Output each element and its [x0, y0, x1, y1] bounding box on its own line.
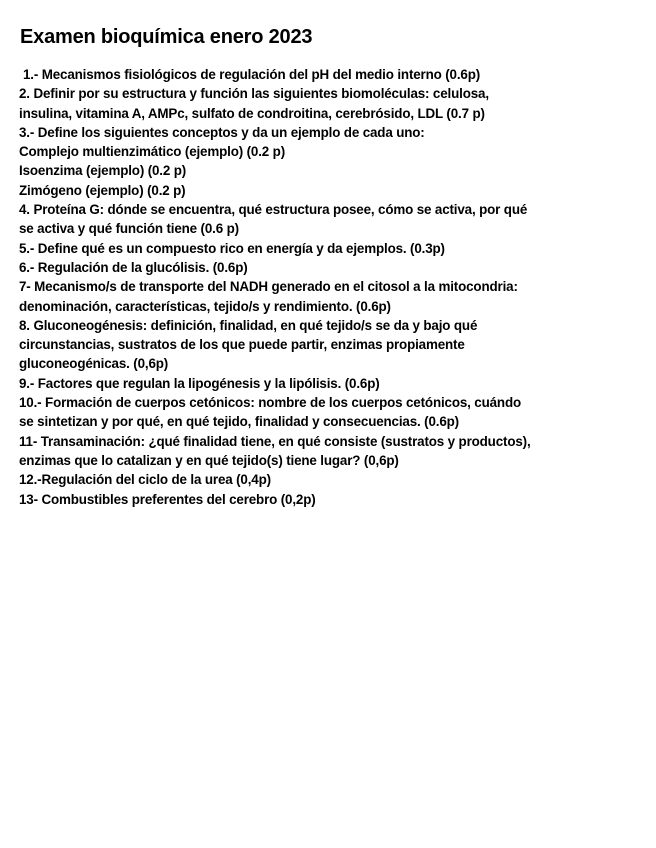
question-line: 9.- Factores que regulan la lipogénesis y la lipólisis. (0.6p) — [19, 375, 380, 391]
question-line: 8. Gluconeogénesis: definición, finalidad, en qué tejido/s se da y bajo qué — [19, 317, 478, 333]
question-line: denominación, características, tejido/s y rendimiento. (0.6p) — [19, 298, 391, 314]
question-line: 1.- Mecanismos fisiológicos de regulación del pH del medio interno (0.6p) — [23, 67, 481, 82]
question-line: se sintetizan y por qué, en qué tejido, finalidad y consecuencias. (0.6p) — [19, 414, 459, 430]
question-line: Isoenzima (ejemplo) (0.2 p) — [19, 163, 187, 179]
question-line: enzimas que lo catalizan y en qué tejido(s) tiene lugar? (0,6p) — [19, 452, 399, 468]
question-line: 5.- Define qué es un compuesto rico en energía y da ejemplos. (0.3p) — [19, 240, 445, 256]
question-line: 7- Mecanismo/s de transporte del NADH generado en el citosol a la mitocondria: — [19, 279, 518, 295]
question-line: gluconeogénicas. (0,6p) — [19, 356, 169, 372]
question-line: 2. Definir por su estructura y función las siguientes biomoléculas: celulosa, — [19, 86, 489, 102]
question-line: 13- Combustibles preferentes del cerebro (0,2p) — [19, 491, 316, 507]
question-line: Complejo multienzimático (ejemplo) (0.2 p) — [19, 144, 286, 160]
question-line: 10.- Formación de cuerpos cetónicos: nombre de los cuerpos cetónicos, cuándo — [19, 395, 522, 411]
question-line: 12.-Regulación del ciclo de la urea (0,4p) — [19, 472, 271, 488]
question-line: se activa y qué función tiene (0.6 p) — [19, 221, 239, 237]
question-line: 6.- Regulación de la glucólisis. (0.6p) — [19, 259, 248, 275]
question-line: Zimógeno (ejemplo) (0.2 p) — [19, 182, 186, 198]
question-list — [19, 65, 649, 509]
page-title: Examen bioquímica enero 2023 — [20, 26, 313, 48]
question-line: insulina, vitamina A, AMPc, sulfato de condroitina, cerebrósido, LDL (0.7 p) — [19, 105, 485, 121]
question-line: circunstancias, sustratos de los que puede partir, enzimas propiamente — [19, 337, 465, 353]
question-line: 3.- Define los siguientes conceptos y da un ejemplo de cada uno: — [19, 124, 425, 140]
question-line: 11- Transaminación: ¿qué finalidad tiene, en qué consiste (sustratos y productos), — [19, 433, 531, 449]
question-line: 4. Proteína G: dónde se encuentra, qué estructura posee, cómo se activa, por qué — [19, 202, 528, 218]
